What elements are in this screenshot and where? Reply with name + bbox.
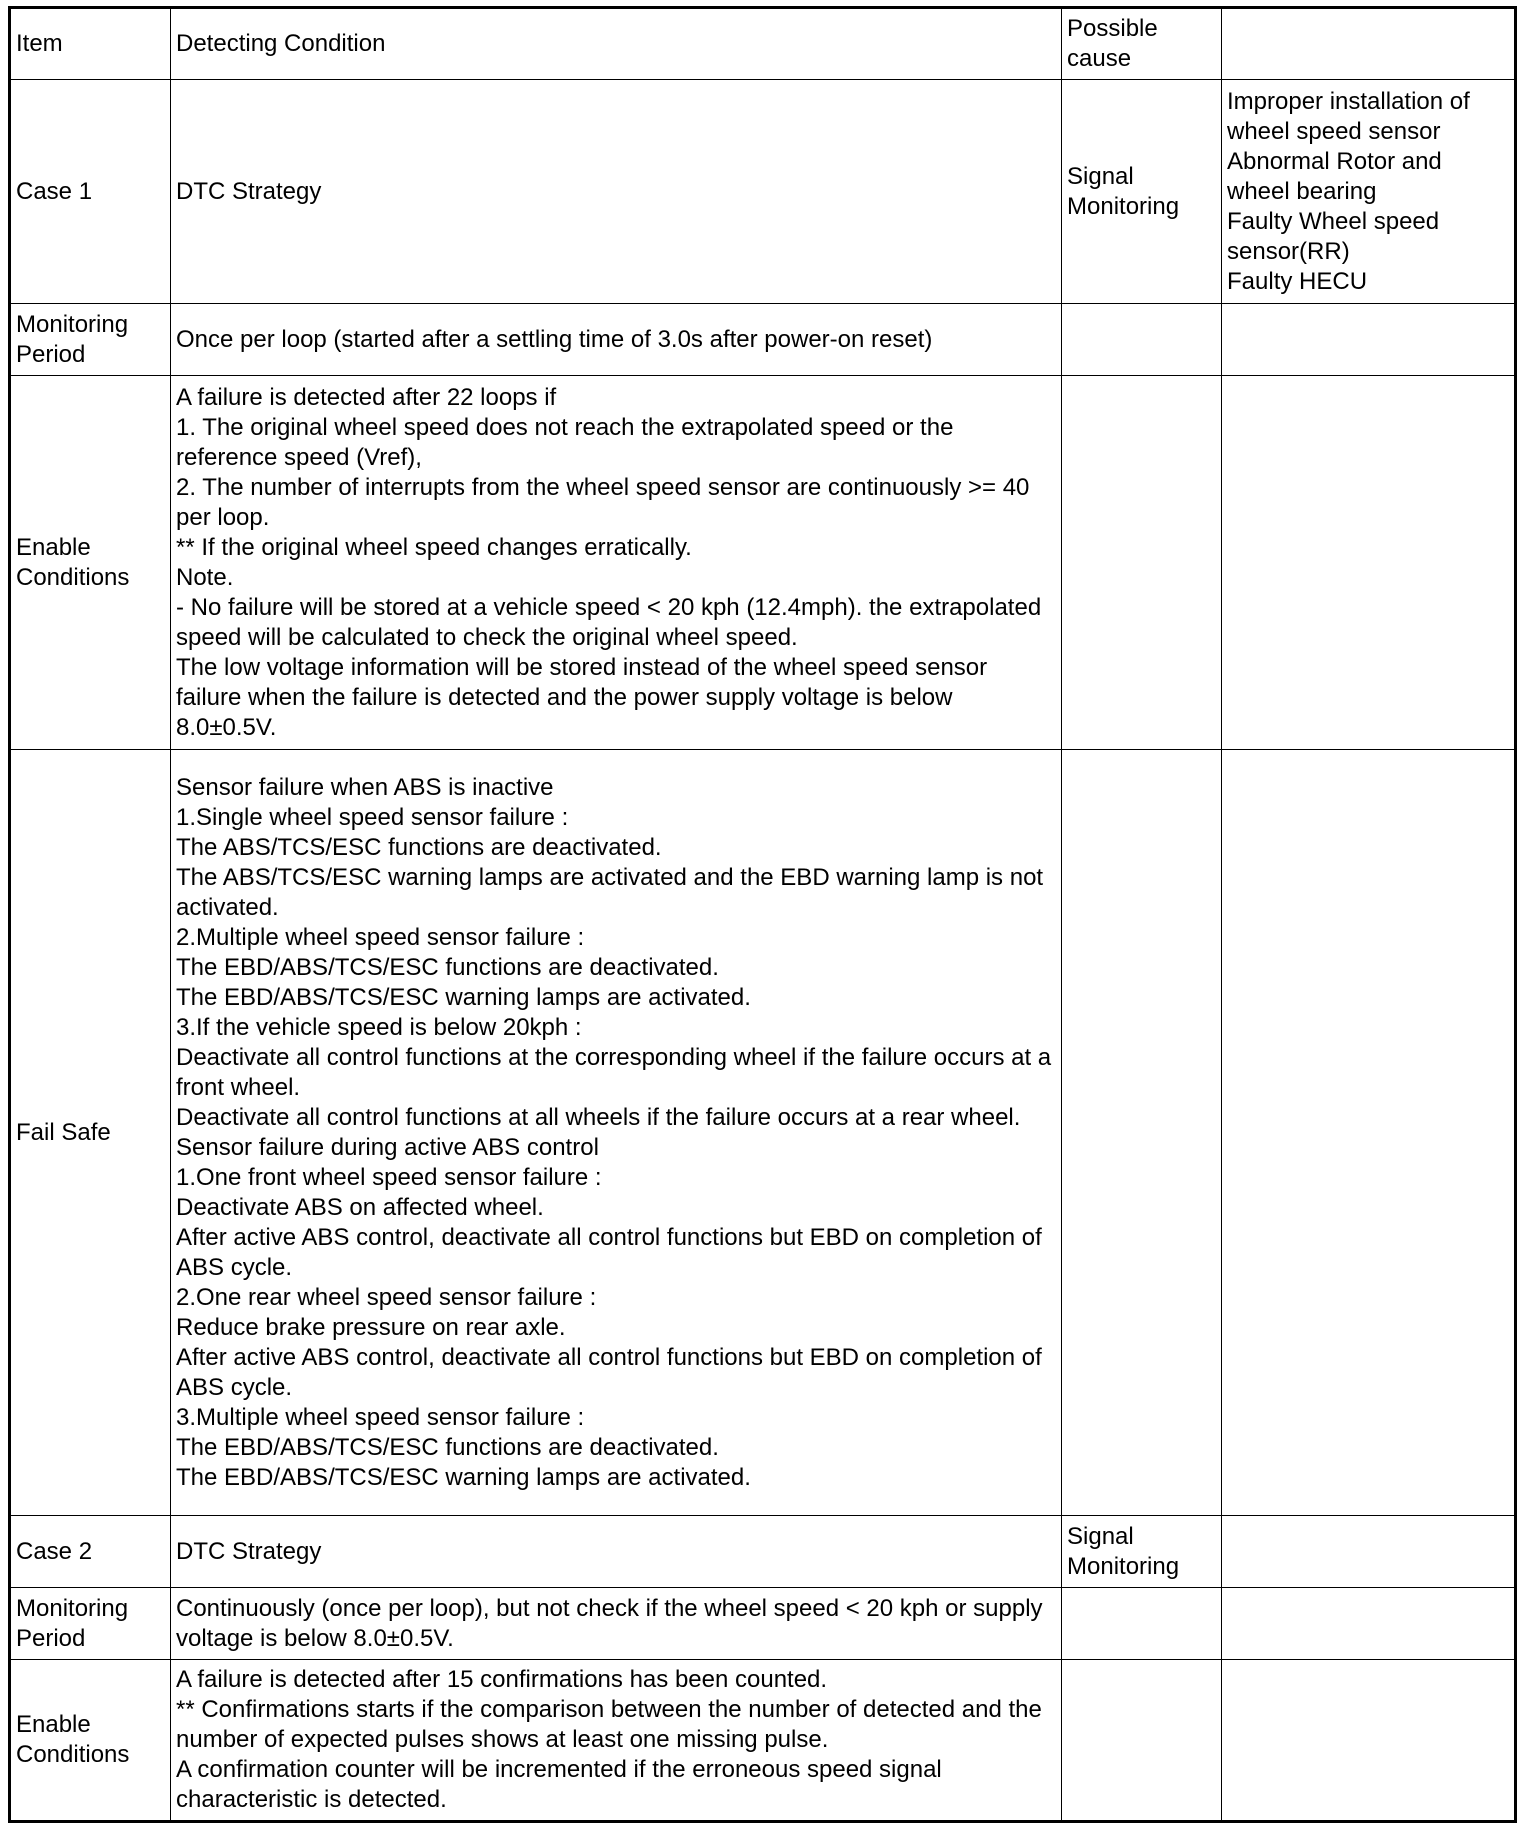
cell-item: Enable Conditions bbox=[10, 1660, 171, 1822]
cell-detecting-condition-line: 2.Multiple wheel speed sensor failure : bbox=[176, 923, 585, 951]
table-row bbox=[10, 304, 1516, 376]
cell-detecting-condition-line: The ABS/TCS/ESC warning lamps are activated and the EBD warning lamp is not activated. bbox=[176, 863, 1044, 921]
cell-cause-detail-line: sensor(RR) bbox=[1227, 237, 1350, 265]
dtc-table bbox=[8, 6, 1517, 1823]
cell-detecting-condition bbox=[171, 80, 1062, 304]
cell-item: Fail Safe bbox=[10, 750, 171, 1516]
cell-detecting-condition-line: ** If the original wheel speed changes erratically. bbox=[176, 533, 692, 561]
cell-detecting-condition-line: 1. The original wheel speed does not reach the extrapolated speed or the reference speed (Vref), bbox=[176, 413, 954, 471]
cell-detecting-condition-line: ** Confirmations starts if the comparison between the number of detected and the number of expected pulses shows at least one missing pulse. bbox=[176, 1696, 1042, 1753]
cell-detecting-condition-line: The EBD/ABS/TCS/ESC functions are deactivated. bbox=[176, 953, 719, 981]
table-row bbox=[10, 1588, 1516, 1660]
cell-possible-cause-line: Monitoring bbox=[1067, 1552, 1180, 1580]
cell-detecting-condition-line: Deactivate all control functions at the corresponding wheel if the failure occurs at a front wheel. bbox=[176, 1043, 1052, 1101]
cell-cause-detail bbox=[1222, 304, 1516, 376]
cell-detecting-condition-line: 2.One rear wheel speed sensor failure : bbox=[176, 1283, 597, 1311]
cell-cause-detail-line: wheel speed sensor bbox=[1227, 117, 1441, 145]
document-table-container bbox=[8, 6, 1517, 1823]
cell-item: Enable Conditions bbox=[10, 376, 171, 750]
cell-cause-detail-line: Abnormal Rotor and bbox=[1227, 147, 1442, 175]
cell-cause-detail bbox=[1222, 750, 1516, 1516]
cell-cause-detail bbox=[1222, 1588, 1516, 1660]
cell-detecting-condition-line: Sensor failure when ABS is inactive bbox=[176, 773, 554, 801]
cell-detecting-condition-line: DTC Strategy bbox=[176, 177, 322, 205]
cell-detecting-condition-line: Reduce brake pressure on rear axle. bbox=[176, 1313, 566, 1341]
cell-detecting-condition-line: A confirmation counter will be incremented if the erroneous speed signal characteristic is detected. bbox=[176, 1756, 942, 1813]
cell-detecting-condition-line: After active ABS control, deactivate all control functions but EBD on completion of ABS cycle. bbox=[176, 1223, 1042, 1281]
cell-possible-cause-line: Monitoring bbox=[1067, 192, 1180, 220]
cell-detecting-condition-line: Continuously (once per loop), but not check if the wheel speed < 20 kph or supply voltage is below 8.0±0.5V. bbox=[176, 1594, 1043, 1652]
cell-detecting-condition-line: The EBD/ABS/TCS/ESC warning lamps are activated. bbox=[176, 983, 751, 1011]
cell-detecting-condition-line: Deactivate ABS on affected wheel. bbox=[176, 1193, 544, 1221]
cell-possible-cause-line: Signal bbox=[1067, 1522, 1134, 1550]
cell-detecting-condition-line: 2. The number of interrupts from the wheel speed sensor are continuously >= 40 per loop. bbox=[176, 473, 1030, 531]
cell-cause-detail bbox=[1222, 80, 1516, 304]
cell-item: Monitoring Period bbox=[10, 304, 171, 376]
cell-possible-cause bbox=[1062, 304, 1222, 376]
table-row bbox=[10, 80, 1516, 304]
cell-detecting-condition-line: After active ABS control, deactivate all control functions but EBD on completion of ABS cycle. bbox=[176, 1343, 1042, 1401]
cell-cause-detail bbox=[1222, 1516, 1516, 1588]
cell-cause-detail-line: Improper installation of bbox=[1227, 87, 1470, 115]
cell-item: Monitoring Period bbox=[10, 1588, 171, 1660]
cell-detecting-condition-line: The EBD/ABS/TCS/ESC functions are deactivated. bbox=[176, 1433, 719, 1461]
cell-item: Case 2 bbox=[10, 1516, 171, 1588]
cell-cause-detail-line: Faulty HECU bbox=[1227, 267, 1368, 295]
cell-detecting-condition-line: 3.If the vehicle speed is below 20kph : bbox=[176, 1013, 582, 1041]
cell-detecting-condition-line: The low voltage information will be stored instead of the wheel speed sensor failure when the failure is detected and the power supply voltage is below 8.0±0.5V. bbox=[176, 653, 988, 741]
cell-detecting-condition bbox=[171, 1588, 1062, 1660]
header-col4 bbox=[1222, 8, 1516, 80]
cell-possible-cause bbox=[1062, 376, 1222, 750]
cell-possible-cause bbox=[1062, 80, 1222, 304]
table-row bbox=[10, 1660, 1516, 1822]
cell-possible-cause-line: Signal bbox=[1067, 162, 1134, 190]
cell-detecting-condition-line: The EBD/ABS/TCS/ESC warning lamps are activated. bbox=[176, 1463, 751, 1491]
cell-detecting-condition-line: Deactivate all control functions at all wheels if the failure occurs at a rear wheel. bbox=[176, 1103, 1021, 1131]
cell-detecting-condition bbox=[171, 750, 1062, 1516]
cell-detecting-condition bbox=[171, 376, 1062, 750]
header-row bbox=[10, 8, 1516, 80]
cell-detecting-condition bbox=[171, 1516, 1062, 1588]
cell-cause-detail-line: wheel bearing bbox=[1227, 177, 1377, 205]
cell-detecting-condition-line: 3.Multiple wheel speed sensor failure : bbox=[176, 1403, 585, 1431]
cell-possible-cause bbox=[1062, 1588, 1222, 1660]
header-possible-cause: Possible cause bbox=[1062, 8, 1222, 80]
cell-detecting-condition-line: A failure is detected after 22 loops if bbox=[176, 383, 557, 411]
cell-possible-cause bbox=[1062, 1660, 1222, 1822]
table-row bbox=[10, 376, 1516, 750]
cell-cause-detail-line: Faulty Wheel speed bbox=[1227, 207, 1440, 235]
cell-detecting-condition bbox=[171, 304, 1062, 376]
cell-possible-cause bbox=[1062, 1516, 1222, 1588]
table-row bbox=[10, 1516, 1516, 1588]
cell-detecting-condition-line: DTC Strategy bbox=[176, 1537, 322, 1565]
table-body bbox=[10, 8, 1516, 1822]
cell-item: Case 1 bbox=[10, 80, 171, 304]
cell-cause-detail bbox=[1222, 1660, 1516, 1822]
header-detecting-condition: Detecting Condition bbox=[171, 8, 1062, 80]
cell-detecting-condition-line: 1.One front wheel speed sensor failure : bbox=[176, 1163, 602, 1191]
cell-detecting-condition-line: The ABS/TCS/ESC functions are deactivated. bbox=[176, 833, 662, 861]
cell-possible-cause bbox=[1062, 750, 1222, 1516]
cell-detecting-condition bbox=[171, 1660, 1062, 1822]
cell-detecting-condition-line: Note. bbox=[176, 563, 234, 591]
header-item: Item bbox=[10, 8, 171, 80]
cell-detecting-condition-line: - No failure will be stored at a vehicle speed < 20 kph (12.4mph). the extrapolated speed will be calculated to check the original wheel speed. bbox=[176, 593, 1042, 651]
table-row bbox=[10, 750, 1516, 1516]
cell-detecting-condition-line: Sensor failure during active ABS control bbox=[176, 1133, 599, 1161]
cell-detecting-condition-line: 1.Single wheel speed sensor failure : bbox=[176, 803, 569, 831]
cell-cause-detail bbox=[1222, 376, 1516, 750]
cell-detecting-condition-line: A failure is detected after 15 confirmations has been counted. bbox=[176, 1666, 828, 1693]
cell-detecting-condition-line: Once per loop (started after a settling time of 3.0s after power-on reset) bbox=[176, 325, 933, 353]
